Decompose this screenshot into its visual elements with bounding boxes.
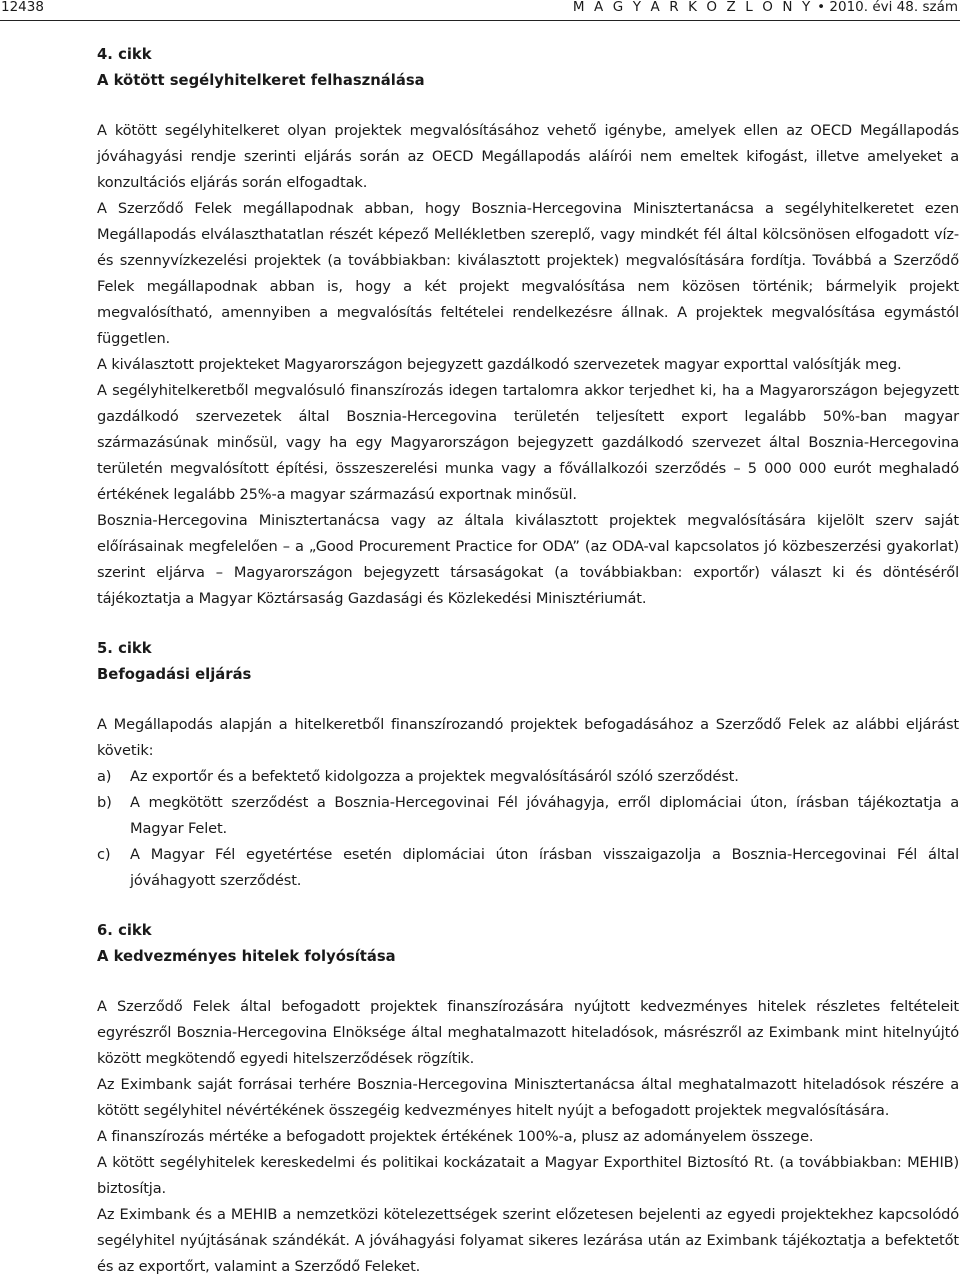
list-marker: b) [97,794,112,811]
page-number: 12438 [1,0,44,15]
section-number: 4. cikk [97,46,152,63]
paragraph: Az Eximbank és a MEHIB a nemzetközi kötelezettségek szerint előzetesen bejelenti az egyedi projektekhez kapcsolódó segélyhitel nyújtásának szándékát. A jóváhagyási folyamat sikeres lezárása után az Eximbank tájékoztatja a befektetőt és az exportőrt, valamint a Szerződő Feleket. [97,1206,959,1275]
list-marker: c) [97,846,111,863]
list-item-text: A Magyar Fél egyetértése esetén diplomáciai úton írásban visszaigazolja a Bosznia-Hercegovinai Fél által jóváhagyott szerződést. [130,846,959,889]
list-item [97,764,959,790]
paragraph: A Megállapodás alapján a hitelkeretből finanszírozandó projektek befogadásához a Szerződő Felek az alábbi eljárást követik: [97,716,959,759]
section-title: A kötött segélyhitelkeret felhasználása [97,72,425,89]
journal-info [573,0,958,14]
section-5 [97,636,959,894]
paragraph: A kötött segélyhitelkeret olyan projektek megvalósításához vehető igénybe, amelyek ellen az OECD Megállapodás jóváhagyási rendje szerinti eljárás során az OECD Megállapodás aláírói nem emeltek kifogást, illetve amelyeket a konzultációs eljárás során elfogadtak. [97,122,959,191]
paragraph: A Szerződő Felek által befogadott projektek finanszírozására nyújtott kedvezményes hitelek részletes feltételeit egyrészről Bosznia-Hercegovina Elnöksége által meghatalmazott hiteladósok, másrészről az Eximbank mint hitelnyújtó között megkötendő egyedi hitelszerződések rögzítik. [97,998,959,1067]
list-marker: a) [97,768,112,785]
paragraph: A Szerződő Felek megállapodnak abban, hogy Bosznia-Hercegovina Minisztertanácsa a segélyhitelkeretet ezen Megállapodás elválaszthatatlan részét képező Mellékletben szereplő, vagy mindkét fél által kölcsönösen elfogadott víz- és szennyvízkezelési projektek (a továbbiakban: kiválasztott projektek) megvalósítására fordítja. Továbbá a Szerződő Felek megállapodnak abban is, hogy a két projekt megvalósítása nem közösen történik; bármelyik projekt megvalósítható, amennyiben a megvalósítás feltételei rendelkezésre állnak. A projektek megvalósítása egymástól független. [97,200,959,347]
paragraph: A finanszírozás mértéke a befogadott projektek értékének 100%-a, plusz az adományelem összege. [97,1128,814,1145]
paragraph: Bosznia-Hercegovina Minisztertanácsa vagy az általa kiválasztott projektek megvalósítására kijelölt szerv saját előírásainak megfelelően – a „Good Procurement Practice for ODA” (az ODA-val kapcsolatos jó közbeszerzési gyakorlat) szerint eljárva – Magyarországon bejegyzett társaságokat (a továbbiakban: exportőr) választ ki és döntéséről tájékoztatja a Magyar Köztársaság Gazdasági és Közlekedési Minisztériumát. [97,512,959,607]
section-number: 5. cikk [97,640,152,657]
header-rule [0,20,960,21]
section-number: 6. cikk [97,922,152,939]
page-header [0,0,960,22]
section-4 [97,42,959,612]
issue-number: 2010. évi 48. szám [829,0,958,15]
section-title: Befogadási eljárás [97,666,252,683]
paragraph: A kiválasztott projekteket Magyarországon bejegyzett gazdálkodó szervezetek magyar exporttal valósítják meg. [97,356,902,373]
journal-title: M A G Y A R K Ö Z L Ö N Y [572,0,813,15]
list-item-text: Az exportőr és a befektető kidolgozza a projektek megvalósításáról szóló szerződést. [130,768,739,785]
document-body [97,42,959,1280]
list-item-text: A megkötött szerződést a Bosznia-Hercegovinai Fél jóváhagyja, erről diplomáciai úton, írásban tájékoztatja a Magyar Felet. [130,794,959,837]
section-6 [97,918,959,1280]
section-title: A kedvezményes hitelek folyósítása [97,948,396,965]
separator-bullet: • [817,0,826,15]
paragraph: Az Eximbank saját forrásai terhére Bosznia-Hercegovina Minisztertanácsa által meghatalmazott hiteladósok részére a kötött segélyhitel névértékének összegéig kedvezményes hitelt nyújt a befogadott projektek megvalósítására. [97,1076,959,1119]
list-item [97,842,959,894]
paragraph: A kötött segélyhitelek kereskedelmi és politikai kockázatait a Magyar Exporthitel Biztosító Rt. (a továbbiakban: MEHIB) biztosítja. [97,1154,959,1197]
paragraph: A segélyhitelkeretből megvalósuló finanszírozás idegen tartalomra akkor terjedhet ki, ha a Magyarországon bejegyzett gazdálkodó szervezetek által Bosznia-Hercegovina területén teljesített export legalább 50%-ban magyar származásúnak minősül, vagy ha egy Magyarországon bejegyzett gazdálkodó szervezet által Bosznia-Hercegovina területén megvalósított építési, összeszerelési munka vagy a fővállalkozói szerződés – 5 000 000 eurót meghaladó értékének legalább 25%-a magyar származású exportnak minősül. [97,382,959,503]
list-item [97,790,959,842]
